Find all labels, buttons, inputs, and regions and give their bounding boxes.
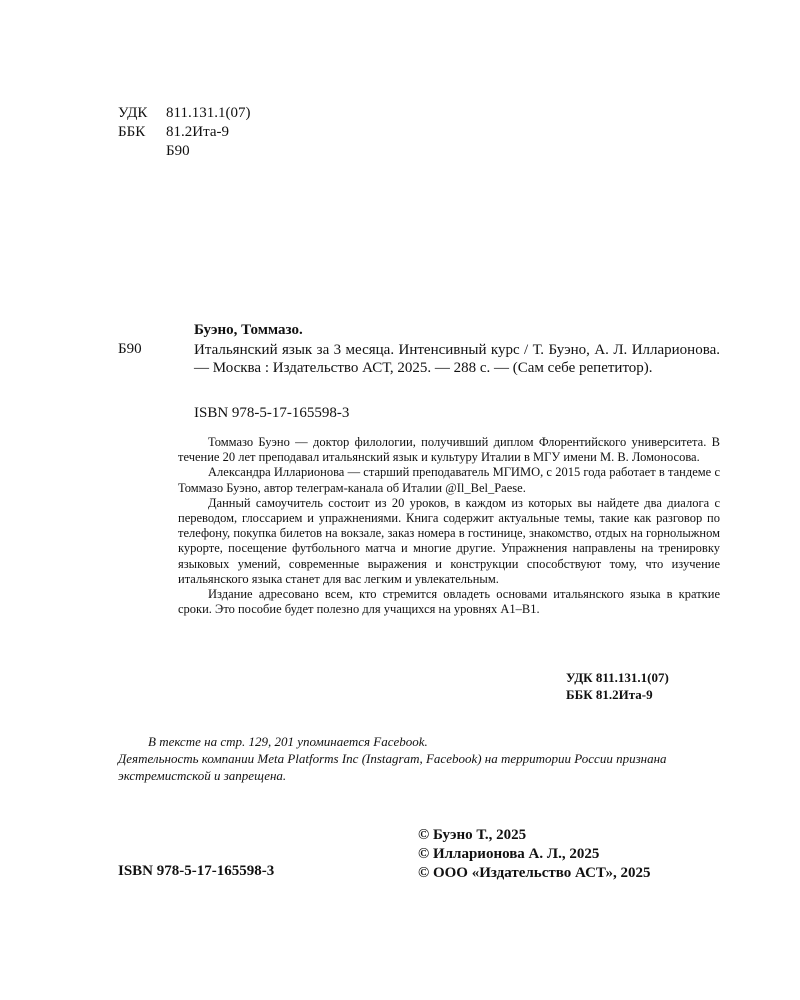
- annotation-udk: УДК 811.131.1(07): [566, 670, 669, 685]
- annotation-paragraph: Томмазо Буэно — доктор филологии, получивший диплом Флорентийского университета. В течение 20 лет преподавал итальянский язык и культуру Италии в МГУ имени М. В. Ломоносова.: [178, 435, 720, 465]
- author-sign: Б90: [166, 143, 190, 159]
- copyright-line: © Илларионова А. Л., 2025: [418, 846, 600, 862]
- bibliographic-description: Итальянский язык за 3 месяца. Интенсивный курс / Т. Буэно, А. Л. Илларионова. — Москва : Издательство АСТ, 2025. — 288 с. — (Сам себе репетитор).: [194, 342, 720, 376]
- isbn-top: ISBN 978-5-17-165598-3: [194, 405, 350, 421]
- isbn-bottom: ISBN 978-5-17-165598-3: [118, 863, 275, 879]
- bbk-row: [118, 123, 250, 142]
- annotation: [178, 435, 720, 617]
- copyright-line: © ООО «Издательство АСТ», 2025: [418, 865, 651, 881]
- udk-row: [118, 104, 250, 123]
- annotation-paragraph: Данный самоучитель состоит из 20 уроков, в каждом из которых вы найдете два диалога с переводом, глоссарием и упражнениями. Книга содержит актуальные темы, такие как разговор по телефону, покупка билетов на вокзале, заказ номера в гостинице, знакомство, отдых на горнолыжном курорте, посещение футбольного матча и многие другие. Упражнения направлены на тренировку языковых умений, современные выражения и конструкции способствуют тому, что изучение итальянского языка станет для вас легким и увлекательным.: [178, 495, 720, 586]
- annotation-paragraph: Александра Илларионова — старший преподаватель МГИМО, с 2015 года работает в тандеме с Томмазо Буэно, автор телеграм-канала об Италии @Il_Bel_Paese.: [178, 465, 720, 495]
- copyright-line: © Буэно Т., 2025: [418, 827, 527, 843]
- legal-notice: [118, 733, 678, 784]
- copyright-block: [418, 826, 651, 883]
- annotation-bbk: ББК 81.2Ита-9: [566, 687, 653, 702]
- author-sign-row: [118, 142, 250, 161]
- udk-label: УДК: [118, 105, 148, 121]
- classification-block: [118, 104, 250, 161]
- author-heading: Буэно, Томмазо.: [194, 322, 303, 338]
- bbk-label: ББК: [118, 124, 146, 140]
- notice-line-1: В тексте на стр. 129, 201 упоминается Facebook.: [148, 734, 428, 749]
- annotation-paragraph: Издание адресовано всем, кто стремится овладеть основами итальянского языка в краткие сроки. Это пособие будет полезно для учащихся на уровнях A1–B1.: [178, 587, 720, 617]
- catalog-code: Б90: [118, 341, 142, 357]
- udk-value: 811.131.1(07): [166, 105, 251, 121]
- notice-line-2: Деятельность компании Meta Platforms Inc (Instagram, Facebook) на территории России признана экстремистской и запрещена.: [118, 751, 667, 783]
- annotation-classification: [566, 669, 669, 703]
- bbk-value: 81.2Ита-9: [166, 124, 229, 140]
